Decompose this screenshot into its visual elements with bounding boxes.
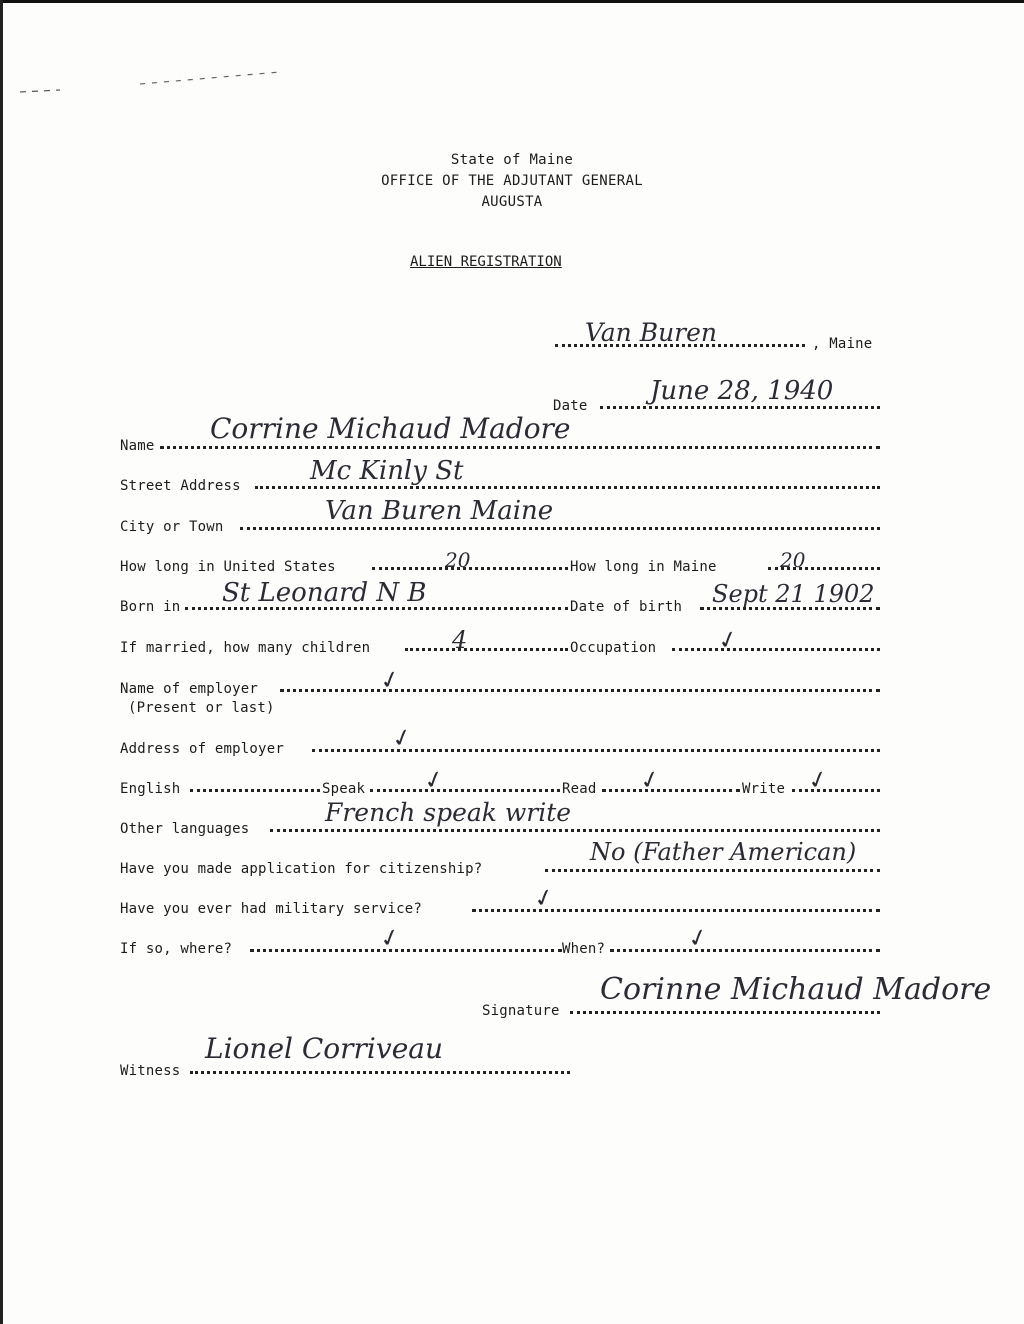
emp-address-label: Address of employer: [120, 741, 284, 757]
read-label: Read: [562, 781, 597, 797]
witness-label: Witness: [120, 1063, 181, 1079]
occupation-dots: [672, 648, 880, 651]
employer-dots: [280, 689, 880, 692]
english-label: English: [120, 781, 181, 797]
street-label: Street Address: [120, 478, 241, 494]
signature-value: Corinne Michaud Madore: [600, 972, 992, 1007]
city-label: City or Town: [120, 519, 224, 535]
signature-dots: [570, 1011, 880, 1014]
when-label: When?: [562, 941, 606, 957]
when-check-icon: ✓: [684, 921, 712, 955]
us-label: How long in United States: [120, 559, 336, 575]
military-dots: [472, 909, 880, 912]
where-dots: [250, 949, 562, 952]
citizenship-dots: [545, 869, 880, 872]
dob-label: Date of birth: [570, 599, 683, 615]
name-label: Name: [120, 438, 155, 454]
children-dots: [405, 648, 568, 651]
header-office: OFFICE OF THE ADJUTANT GENERAL: [381, 173, 643, 189]
emp-address-check-icon: ✓: [388, 721, 416, 755]
write-label: Write: [742, 781, 786, 797]
form-title: ALIEN REGISTRATION: [410, 254, 562, 270]
city-dots: [240, 527, 880, 530]
name-dots: [160, 446, 880, 449]
occupation-label: Occupation: [570, 640, 657, 656]
children-value: 4: [452, 626, 468, 654]
citizenship-label: Have you made application for citizenship?: [120, 861, 483, 877]
speak-label: Speak: [322, 781, 366, 797]
date-value: June 28, 1940: [650, 376, 834, 406]
street-dots: [255, 486, 880, 489]
employer-label: Name of employer: [120, 681, 259, 697]
occupation-check-icon: ✓: [714, 623, 742, 657]
date-label: Date: [553, 398, 588, 414]
us-value: 20: [445, 548, 471, 572]
where-label: If so, where?: [120, 941, 233, 957]
military-label: Have you ever had military service?: [120, 901, 423, 917]
scan-specks: [20, 70, 290, 100]
signature-label: Signature: [482, 1003, 560, 1019]
children-label: If married, how many children: [120, 640, 371, 656]
speak-check-icon: ✓: [420, 763, 448, 797]
town-value: Van Buren: [585, 318, 718, 347]
read-dots: [602, 789, 740, 792]
street-value: Mc Kinly St: [310, 456, 464, 486]
other-lang-label: Other languages: [120, 821, 250, 837]
military-check-icon: ✓: [530, 881, 558, 915]
write-check-icon: ✓: [804, 763, 832, 797]
scan-edge-top: [0, 0, 1024, 3]
citizenship-value: No (Father American): [590, 838, 857, 866]
where-check-icon: ✓: [376, 921, 404, 955]
header-state: State of Maine: [450, 152, 574, 168]
maine-value: 20: [780, 548, 806, 572]
other-lang-value: French speak write: [325, 798, 572, 827]
maine-label: How long in Maine: [570, 559, 717, 575]
other-lang-dots: [270, 829, 880, 832]
employer-sub-label: (Present or last): [128, 700, 275, 716]
city-value: Van Buren Maine: [325, 496, 554, 526]
employer-check-icon: ✓: [376, 663, 404, 697]
state-label: , Maine: [812, 336, 873, 352]
witness-dots: [190, 1071, 570, 1074]
name-value: Corrine Michaud Madore: [210, 412, 571, 445]
date-dots: [600, 406, 880, 409]
english-dots: [190, 789, 320, 792]
witness-value: Lionel Corriveau: [205, 1032, 443, 1065]
born-value: St Leonard N B: [222, 578, 427, 608]
dob-value: Sept 21 1902: [712, 580, 875, 608]
speak-dots: [370, 789, 560, 792]
when-dots: [610, 949, 880, 952]
header-city: AUGUSTA: [481, 194, 543, 210]
read-check-icon: ✓: [636, 763, 664, 797]
write-dots: [792, 789, 880, 792]
born-label: Born in: [120, 599, 181, 615]
